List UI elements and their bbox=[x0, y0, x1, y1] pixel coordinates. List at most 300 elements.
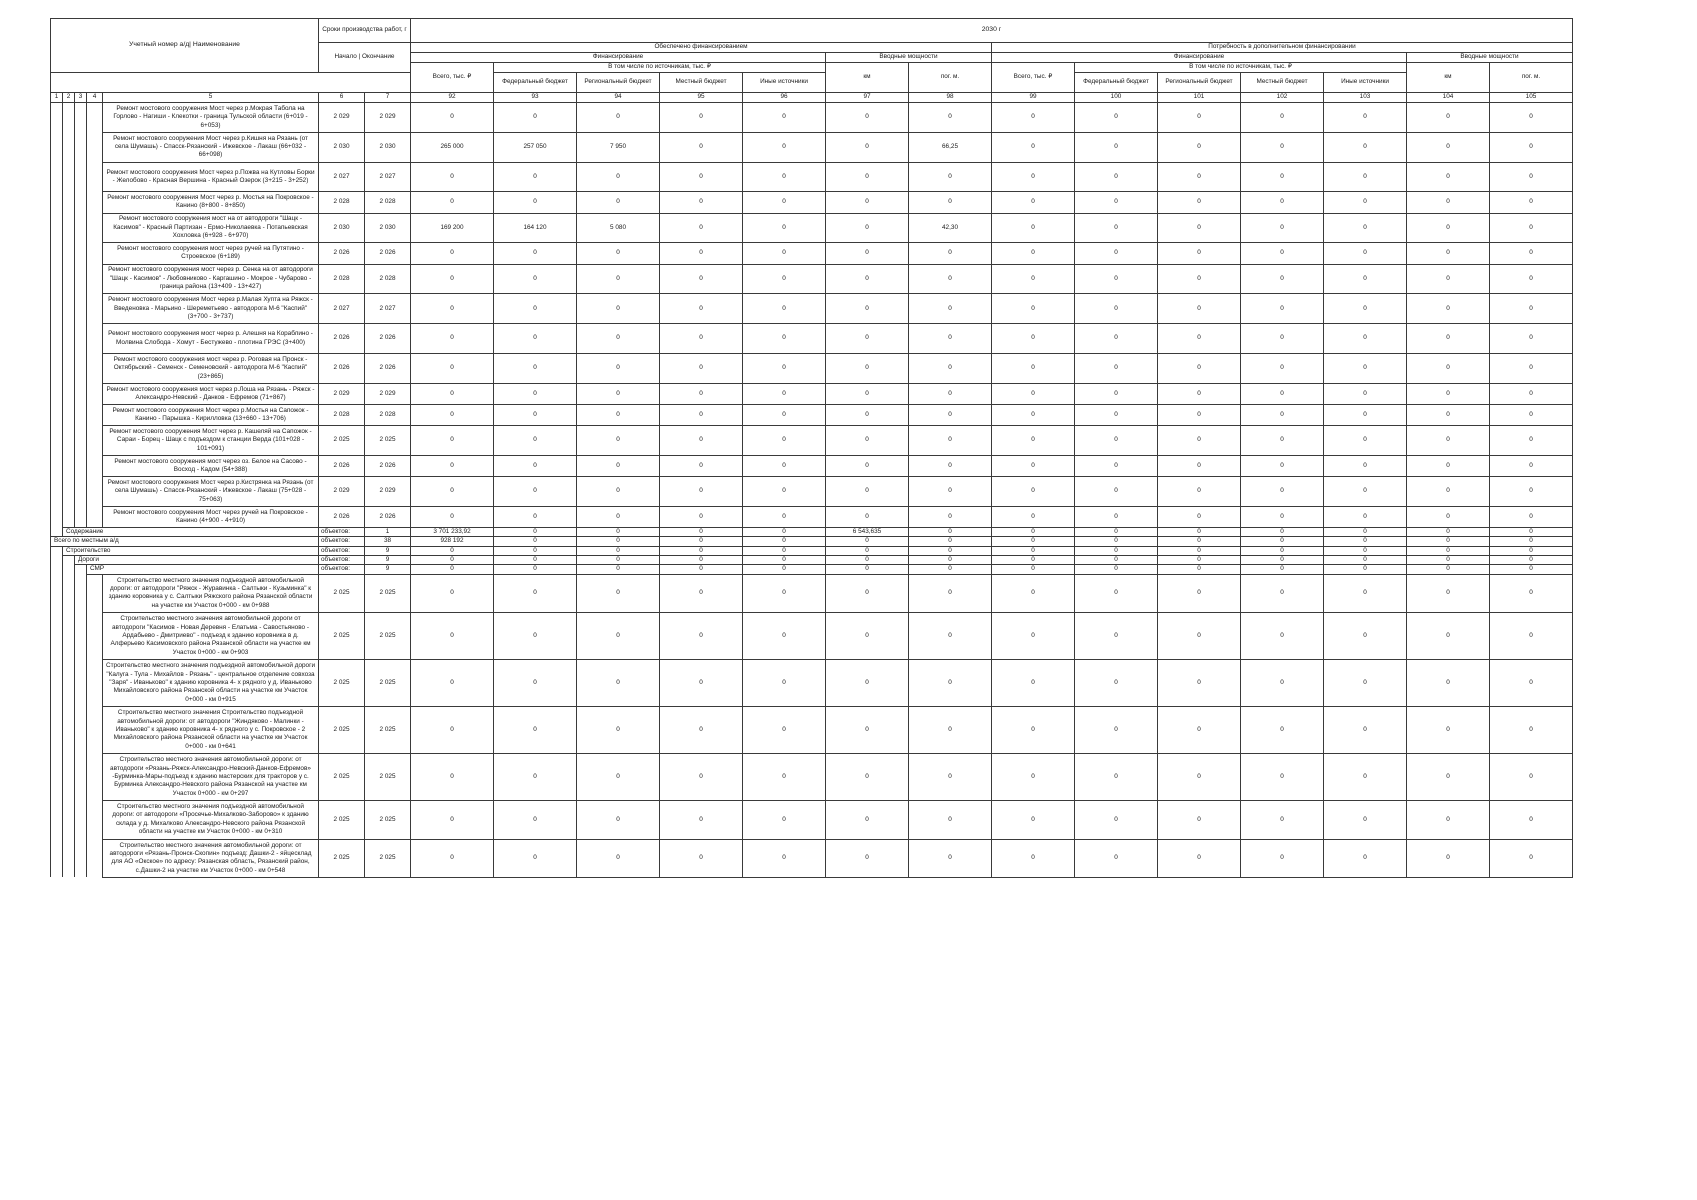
value-cell: 0 bbox=[826, 353, 909, 383]
value-cell: 0 bbox=[411, 477, 494, 507]
end-year: 2 025 bbox=[365, 839, 411, 877]
object-name: Строительство местного значения автомобильной дороги: от автодороги «Рязань-Ряжск-Александро-Невский-Данков-Ефремов» -Бурминка-Мары-подъезд к зданию мастерских для тракторов у с. Бурминка Александро-Невского района Рязанской на участке км Участок 0+000 - км 0+297 bbox=[103, 754, 319, 801]
indent-cell bbox=[75, 565, 87, 574]
column-number: 101 bbox=[1158, 93, 1241, 103]
summary-label: СМР bbox=[87, 565, 319, 574]
value-cell: 0 bbox=[660, 660, 743, 707]
value-cell: 0 bbox=[1241, 324, 1324, 354]
value-cell: 0 bbox=[1324, 574, 1407, 612]
indent-cell bbox=[63, 264, 75, 294]
value-cell: 0 bbox=[1407, 528, 1490, 537]
value-cell: 0 bbox=[577, 801, 660, 839]
indent-cell bbox=[75, 506, 87, 527]
value-cell: 0 bbox=[577, 353, 660, 383]
end-year: 2 028 bbox=[365, 404, 411, 425]
column-number: 98 bbox=[909, 93, 992, 103]
value-cell: 0 bbox=[1490, 455, 1573, 476]
value-cell: 265 000 bbox=[411, 132, 494, 162]
value-cell: 0 bbox=[494, 264, 577, 294]
value-cell: 0 bbox=[1490, 294, 1573, 324]
value-cell: 0 bbox=[494, 707, 577, 754]
table-body bbox=[51, 103, 1573, 878]
value-cell: 0 bbox=[826, 324, 909, 354]
work-terms-header: Сроки производства работ, г bbox=[319, 19, 411, 43]
value-cell: 0 bbox=[1075, 613, 1158, 660]
indent-cell bbox=[51, 455, 63, 476]
value-cell: 0 bbox=[1241, 103, 1324, 133]
value-cell: 0 bbox=[660, 192, 743, 213]
value-cell: 0 bbox=[826, 243, 909, 264]
value-cell: 0 bbox=[1407, 801, 1490, 839]
value-cell: 0 bbox=[411, 707, 494, 754]
value-cell: 0 bbox=[743, 565, 826, 574]
value-cell: 0 bbox=[577, 383, 660, 404]
value-cell: 0 bbox=[494, 754, 577, 801]
value-cell: 0 bbox=[1490, 162, 1573, 192]
value-cell: 0 bbox=[411, 754, 494, 801]
column-number: 97 bbox=[826, 93, 909, 103]
value-cell: 0 bbox=[826, 103, 909, 133]
start-year: 2 025 bbox=[319, 754, 365, 801]
value-cell: 0 bbox=[1241, 546, 1324, 555]
value-cell: 0 bbox=[826, 506, 909, 527]
column-number: 95 bbox=[660, 93, 743, 103]
value-cell: 0 bbox=[992, 243, 1075, 264]
start-year: 2 028 bbox=[319, 404, 365, 425]
object-name: Ремонт мостового сооружения Мост через р. Мостья на Покровское - Канино (8+800 - 8+850) bbox=[103, 192, 319, 213]
need-pogm-header: пог. м. bbox=[1490, 63, 1573, 93]
value-cell: 0 bbox=[909, 103, 992, 133]
column-number: 104 bbox=[1407, 93, 1490, 103]
value-cell: 0 bbox=[411, 192, 494, 213]
value-cell: 0 bbox=[577, 537, 660, 546]
summary-label: Дороги bbox=[75, 556, 319, 565]
object-name: Ремонт мостового сооружения мост через р. Роговая на Пронск - Октябрьский - Семенск - Семеновский - автодорога М-6 "Каспий" (23+865) bbox=[103, 353, 319, 383]
object-name: Строительство местного значения подъездной автомобильной дороги: от автодороги "Ряжск - Журавинка - Салтыки - Кузьминка" к зданию коровника у с. Салтыки Ряжского района Рязанской области на участке км Участок 0+000 - км 0+988 bbox=[103, 574, 319, 612]
summary-row bbox=[51, 556, 1573, 565]
unit-label: объектов: bbox=[319, 537, 365, 546]
value-cell: 0 bbox=[826, 162, 909, 192]
value-cell: 0 bbox=[411, 243, 494, 264]
value-cell: 0 bbox=[1490, 528, 1573, 537]
value-cell: 0 bbox=[411, 556, 494, 565]
object-count: 1 bbox=[365, 528, 411, 537]
unit-label: объектов: bbox=[319, 528, 365, 537]
value-cell: 0 bbox=[494, 574, 577, 612]
value-cell: 5 080 bbox=[577, 213, 660, 243]
value-cell: 0 bbox=[1407, 707, 1490, 754]
value-cell: 0 bbox=[992, 324, 1075, 354]
value-cell: 0 bbox=[1407, 264, 1490, 294]
value-cell: 0 bbox=[826, 537, 909, 546]
value-cell: 0 bbox=[660, 801, 743, 839]
value-cell: 0 bbox=[1407, 162, 1490, 192]
start-year: 2 026 bbox=[319, 243, 365, 264]
value-cell: 0 bbox=[826, 264, 909, 294]
value-cell: 0 bbox=[1324, 546, 1407, 555]
value-cell: 0 bbox=[909, 801, 992, 839]
need-sources-header: В том числе по источникам, тыс. ₽ bbox=[1075, 63, 1407, 73]
end-year: 2 026 bbox=[365, 353, 411, 383]
value-cell: 0 bbox=[743, 707, 826, 754]
value-cell: 0 bbox=[1241, 132, 1324, 162]
indent-cell bbox=[51, 839, 63, 877]
indent-cell bbox=[51, 213, 63, 243]
value-cell: 0 bbox=[1075, 455, 1158, 476]
value-cell: 0 bbox=[909, 839, 992, 877]
summary-row bbox=[51, 528, 1573, 537]
value-cell: 0 bbox=[1324, 613, 1407, 660]
secured-pogm-header: пог. м. bbox=[909, 63, 992, 93]
indent-cell bbox=[51, 660, 63, 707]
secured-total-header: Всего, тыс. ₽ bbox=[411, 63, 494, 93]
value-cell: 0 bbox=[494, 353, 577, 383]
value-cell: 0 bbox=[660, 707, 743, 754]
value-cell: 0 bbox=[494, 404, 577, 425]
value-cell: 0 bbox=[660, 565, 743, 574]
indent-cell bbox=[51, 528, 63, 537]
value-cell: 0 bbox=[1158, 294, 1241, 324]
value-cell: 0 bbox=[660, 754, 743, 801]
indent-cell bbox=[75, 213, 87, 243]
column-number: 99 bbox=[992, 93, 1075, 103]
value-cell: 0 bbox=[826, 477, 909, 507]
value-cell: 0 bbox=[1158, 660, 1241, 707]
value-cell: 0 bbox=[992, 404, 1075, 425]
value-cell: 0 bbox=[743, 243, 826, 264]
value-cell: 0 bbox=[1324, 537, 1407, 546]
indent-cell bbox=[75, 404, 87, 425]
table-row bbox=[51, 404, 1573, 425]
value-cell: 0 bbox=[494, 383, 577, 404]
value-cell: 0 bbox=[577, 162, 660, 192]
column-number: 94 bbox=[577, 93, 660, 103]
header-spacer bbox=[51, 73, 411, 93]
value-cell: 0 bbox=[1075, 565, 1158, 574]
column-number: 4 bbox=[87, 93, 103, 103]
end-year: 2 029 bbox=[365, 477, 411, 507]
value-cell: 0 bbox=[660, 537, 743, 546]
indent-cell bbox=[51, 546, 63, 555]
value-cell: 0 bbox=[1324, 264, 1407, 294]
object-name: Ремонт мостового сооружения мост на от автодороги "Шацк - Касимов" - Красный Партизан - Ермо-Николаевка - Потапьевская Хохловка (6+928 - 6+970) bbox=[103, 213, 319, 243]
indent-cell bbox=[87, 506, 103, 527]
year-header: 2030 г bbox=[411, 19, 1573, 43]
indent-cell bbox=[87, 243, 103, 264]
value-cell: 0 bbox=[577, 556, 660, 565]
object-count: 9 bbox=[365, 565, 411, 574]
value-cell: 0 bbox=[1158, 324, 1241, 354]
indent-cell bbox=[63, 477, 75, 507]
value-cell: 0 bbox=[660, 404, 743, 425]
value-cell: 0 bbox=[1407, 103, 1490, 133]
unit-label: объектов: bbox=[319, 565, 365, 574]
value-cell: 0 bbox=[494, 506, 577, 527]
secured-km-header: км bbox=[826, 63, 909, 93]
value-cell: 0 bbox=[1490, 574, 1573, 612]
end-year: 2 025 bbox=[365, 801, 411, 839]
value-cell: 0 bbox=[826, 660, 909, 707]
value-cell: 0 bbox=[826, 192, 909, 213]
value-cell: 0 bbox=[411, 565, 494, 574]
indent-cell bbox=[51, 192, 63, 213]
value-cell: 0 bbox=[1241, 565, 1324, 574]
secured-header: Обеспечено финансированием bbox=[411, 43, 992, 53]
table-row bbox=[51, 192, 1573, 213]
value-cell: 0 bbox=[743, 264, 826, 294]
value-cell: 0 bbox=[1241, 294, 1324, 324]
value-cell: 0 bbox=[1407, 565, 1490, 574]
value-cell: 0 bbox=[577, 477, 660, 507]
table-header bbox=[51, 19, 1573, 103]
start-year: 2 027 bbox=[319, 162, 365, 192]
value-cell: 0 bbox=[660, 162, 743, 192]
value-cell: 0 bbox=[411, 546, 494, 555]
value-cell: 0 bbox=[909, 546, 992, 555]
value-cell: 0 bbox=[1490, 132, 1573, 162]
table-row bbox=[51, 754, 1573, 801]
value-cell: 0 bbox=[1158, 528, 1241, 537]
value-cell: 0 bbox=[826, 707, 909, 754]
indent-cell bbox=[75, 477, 87, 507]
end-year: 2 030 bbox=[365, 132, 411, 162]
value-cell: 0 bbox=[909, 613, 992, 660]
value-cell: 0 bbox=[1490, 264, 1573, 294]
object-name: Ремонт мостового сооружения Мост через р.Пожва на Кутловы Борки - Желобово - Красная Вершина - Красный Озерок (3+215 - 3+252) bbox=[103, 162, 319, 192]
value-cell: 0 bbox=[909, 294, 992, 324]
summary-label: Всего по местным а/д bbox=[51, 537, 319, 546]
indent-cell bbox=[63, 660, 75, 707]
value-cell: 0 bbox=[1158, 506, 1241, 527]
value-cell: 0 bbox=[1158, 162, 1241, 192]
indent-cell bbox=[51, 243, 63, 264]
value-cell: 0 bbox=[909, 565, 992, 574]
value-cell: 0 bbox=[743, 103, 826, 133]
value-cell: 0 bbox=[494, 660, 577, 707]
value-cell: 0 bbox=[577, 455, 660, 476]
value-cell: 0 bbox=[1241, 353, 1324, 383]
indent-cell bbox=[51, 132, 63, 162]
terms-sub-header: Начало | Окончание bbox=[319, 43, 411, 73]
column-number: 96 bbox=[743, 93, 826, 103]
table-row bbox=[51, 353, 1573, 383]
indent-cell bbox=[63, 243, 75, 264]
value-cell: 0 bbox=[909, 324, 992, 354]
value-cell: 0 bbox=[1407, 426, 1490, 456]
value-cell: 0 bbox=[1075, 162, 1158, 192]
indent-cell bbox=[87, 294, 103, 324]
indent-cell bbox=[63, 506, 75, 527]
value-cell: 0 bbox=[411, 426, 494, 456]
value-cell: 0 bbox=[1241, 707, 1324, 754]
indent-cell bbox=[63, 294, 75, 324]
value-cell: 0 bbox=[992, 754, 1075, 801]
indent-cell bbox=[51, 506, 63, 527]
object-name: Ремонт мостового сооружения Мост через р.Малая Хупта на Ряжск - Введеновка - Марьино - Шереметьево - автодорога М-6 "Каспий" (3+700 - 3+737) bbox=[103, 294, 319, 324]
indent-cell bbox=[75, 754, 87, 801]
value-cell: 0 bbox=[494, 537, 577, 546]
indent-cell bbox=[75, 132, 87, 162]
value-cell: 0 bbox=[826, 294, 909, 324]
value-cell: 0 bbox=[992, 528, 1075, 537]
value-cell: 0 bbox=[1407, 192, 1490, 213]
value-cell: 0 bbox=[992, 192, 1075, 213]
value-cell: 0 bbox=[1324, 660, 1407, 707]
indent-cell bbox=[75, 660, 87, 707]
secured-capacity-header: Вводные мощности bbox=[826, 53, 992, 63]
column-number: 102 bbox=[1241, 93, 1324, 103]
value-cell: 0 bbox=[1241, 754, 1324, 801]
value-cell: 0 bbox=[411, 506, 494, 527]
value-cell: 0 bbox=[1158, 707, 1241, 754]
value-cell: 0 bbox=[494, 243, 577, 264]
value-cell: 0 bbox=[577, 506, 660, 527]
value-cell: 0 bbox=[1490, 383, 1573, 404]
value-cell: 0 bbox=[826, 383, 909, 404]
value-cell: 0 bbox=[660, 546, 743, 555]
value-cell: 0 bbox=[1241, 477, 1324, 507]
value-cell: 0 bbox=[909, 506, 992, 527]
value-cell: 7 950 bbox=[577, 132, 660, 162]
value-cell: 0 bbox=[1241, 506, 1324, 527]
indent-cell bbox=[87, 192, 103, 213]
summary-row bbox=[51, 565, 1573, 574]
need-capacity-header: Вводные мощности bbox=[1407, 53, 1573, 63]
value-cell: 0 bbox=[1407, 506, 1490, 527]
value-cell: 0 bbox=[1075, 192, 1158, 213]
value-cell: 0 bbox=[494, 801, 577, 839]
value-cell: 0 bbox=[1407, 754, 1490, 801]
need-total-header: Всего, тыс. ₽ bbox=[992, 63, 1075, 93]
value-cell: 0 bbox=[909, 528, 992, 537]
indent-cell bbox=[87, 839, 103, 877]
value-cell: 0 bbox=[1075, 707, 1158, 754]
value-cell: 0 bbox=[1324, 324, 1407, 354]
indent-cell bbox=[63, 353, 75, 383]
value-cell: 0 bbox=[1407, 613, 1490, 660]
end-year: 2 027 bbox=[365, 294, 411, 324]
indent-cell bbox=[63, 103, 75, 133]
secured-local-header: Местный бюджет bbox=[660, 73, 743, 93]
value-cell: 0 bbox=[1490, 506, 1573, 527]
value-cell: 0 bbox=[909, 243, 992, 264]
value-cell: 0 bbox=[1075, 754, 1158, 801]
value-cell: 0 bbox=[1324, 162, 1407, 192]
table-row bbox=[51, 213, 1573, 243]
value-cell: 0 bbox=[1324, 383, 1407, 404]
secured-financing-header: Финансирование bbox=[411, 53, 826, 63]
indent-cell bbox=[63, 565, 75, 574]
value-cell: 0 bbox=[1407, 546, 1490, 555]
indent-cell bbox=[63, 324, 75, 354]
value-cell: 0 bbox=[992, 660, 1075, 707]
indent-cell bbox=[51, 324, 63, 354]
secured-regional-header: Региональный бюджет bbox=[577, 73, 660, 93]
financing-table bbox=[50, 18, 1573, 878]
table-row bbox=[51, 132, 1573, 162]
start-year: 2 026 bbox=[319, 353, 365, 383]
value-cell: 0 bbox=[1158, 192, 1241, 213]
need-header: Потребность в дополнительном финансировании bbox=[992, 43, 1573, 53]
value-cell: 0 bbox=[1075, 404, 1158, 425]
value-cell: 0 bbox=[743, 556, 826, 565]
object-name: Ремонт мостового сооружения мост через р. Алешня на Кораблино - Молвина Слобода - Хомут - Бестужево - плотина ГРЭС (3+400) bbox=[103, 324, 319, 354]
value-cell: 0 bbox=[1241, 192, 1324, 213]
end-year: 2 025 bbox=[365, 707, 411, 754]
object-name: Ремонт мостового сооружения Мост через р.Мокрая Табола на Горлово - Нагиши - Клекотки - граница Тульской области (6+019 - 6+053) bbox=[103, 103, 319, 133]
value-cell: 0 bbox=[1075, 324, 1158, 354]
value-cell: 42,30 bbox=[909, 213, 992, 243]
value-cell: 0 bbox=[1158, 243, 1241, 264]
indent-cell bbox=[63, 574, 75, 612]
value-cell: 0 bbox=[1324, 839, 1407, 877]
value-cell: 0 bbox=[411, 383, 494, 404]
value-cell: 0 bbox=[1241, 660, 1324, 707]
value-cell: 0 bbox=[1407, 294, 1490, 324]
value-cell: 0 bbox=[660, 455, 743, 476]
value-cell: 0 bbox=[1324, 213, 1407, 243]
indent-cell bbox=[75, 324, 87, 354]
value-cell: 0 bbox=[992, 506, 1075, 527]
value-cell: 0 bbox=[1158, 839, 1241, 877]
end-year: 2 025 bbox=[365, 613, 411, 660]
indent-cell bbox=[87, 213, 103, 243]
value-cell: 0 bbox=[411, 839, 494, 877]
indent-cell bbox=[87, 103, 103, 133]
value-cell: 0 bbox=[1075, 546, 1158, 555]
value-cell: 3 701 233,92 bbox=[411, 528, 494, 537]
value-cell: 0 bbox=[1241, 243, 1324, 264]
start-year: 2 025 bbox=[319, 660, 365, 707]
indent-cell bbox=[63, 839, 75, 877]
value-cell: 0 bbox=[826, 565, 909, 574]
indent-cell bbox=[87, 477, 103, 507]
indent-cell bbox=[87, 264, 103, 294]
value-cell: 0 bbox=[1407, 132, 1490, 162]
value-cell: 0 bbox=[411, 162, 494, 192]
end-year: 2 030 bbox=[365, 213, 411, 243]
indent-cell bbox=[51, 353, 63, 383]
value-cell: 0 bbox=[743, 213, 826, 243]
value-cell: 0 bbox=[1407, 839, 1490, 877]
value-cell: 0 bbox=[992, 556, 1075, 565]
object-name: Ремонт мостового сооружения Мост через р.Мостья на Сапожок - Канино - Парышка - Кирилловка (13+660 - 13+706) bbox=[103, 404, 319, 425]
table-row bbox=[51, 574, 1573, 612]
indent-cell bbox=[87, 324, 103, 354]
value-cell: 0 bbox=[743, 477, 826, 507]
object-name: Ремонт мостового сооружения Мост через ручей на Покровское - Канино (4+900 - 4+910) bbox=[103, 506, 319, 527]
value-cell: 0 bbox=[1490, 801, 1573, 839]
object-name: Строительство местного значения подъездной автомобильной дороги: от автодороги «Просечье-Михалково-Заборово» к зданию склада у д. Михалково Александро-Невского района Рязанской области на участке км Участок 0+000 - км 0+310 bbox=[103, 801, 319, 839]
value-cell: 257 050 bbox=[494, 132, 577, 162]
value-cell: 0 bbox=[743, 404, 826, 425]
value-cell: 0 bbox=[1075, 294, 1158, 324]
value-cell: 0 bbox=[743, 324, 826, 354]
indent-cell bbox=[51, 754, 63, 801]
value-cell: 0 bbox=[1407, 324, 1490, 354]
value-cell: 0 bbox=[909, 192, 992, 213]
object-name: Ремонт мостового сооружения Мост через р. Кашеляй на Сапожок - Сараи - Борец - Шацк с подъездом к станции Верда (101+028 - 101+091) bbox=[103, 426, 319, 456]
start-year: 2 027 bbox=[319, 294, 365, 324]
indent-cell bbox=[51, 556, 63, 565]
value-cell: 0 bbox=[494, 294, 577, 324]
value-cell: 0 bbox=[577, 707, 660, 754]
value-cell: 0 bbox=[1490, 613, 1573, 660]
object-name: Ремонт мостового сооружения Мост через р.Кистрянка на Рязань (от села Шумашь) - Спасск-Рязанский - Ижевское - Лакаш (75+028 - 75+063) bbox=[103, 477, 319, 507]
value-cell: 0 bbox=[1158, 103, 1241, 133]
secured-sources-header: В том числе по источникам, тыс. ₽ bbox=[494, 63, 826, 73]
value-cell: 0 bbox=[826, 801, 909, 839]
